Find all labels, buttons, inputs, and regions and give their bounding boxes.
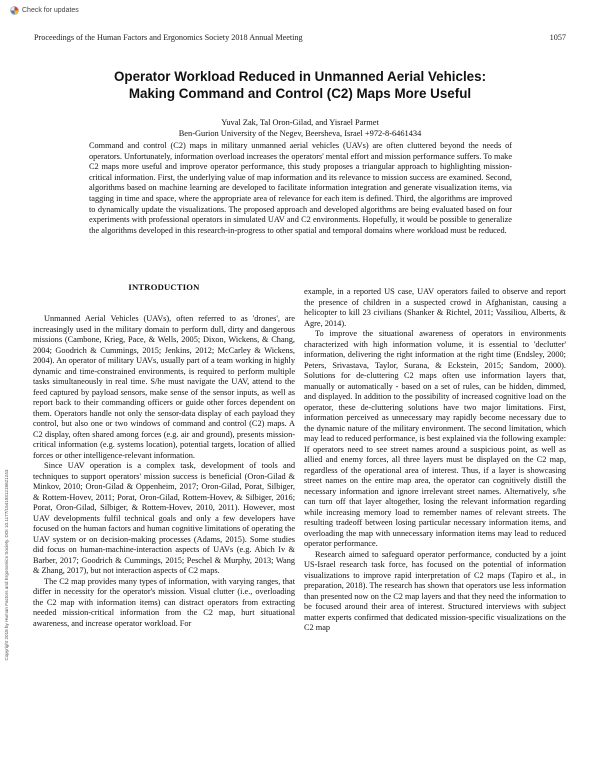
copyright-side-stamp xyxy=(4,400,12,730)
title-line-2: Making Command and Control (C2) Maps More Useful xyxy=(128,86,472,101)
author-names: Yuval Zak, Tal Oron-Gilad, and Yisrael Parmet xyxy=(221,118,379,127)
paper-title xyxy=(60,68,540,102)
paragraph: Unmanned Aerial Vehicles (UAVs), often referred to as 'drones', are increasingly used in the military domain to perform dull, dirty and dangerous missions (Cambone, Krieg, Pace, & Wells, 2005; Dixon, Wickens, & Chang, 2004; Goodrich & Cummings, 2015; Jenkins, 2012; McCarley & Wickens, 2004). An operator of military UAVs, usually part of a team working in highly dynamic and time-constrained environments, is required to perform multiple tasks simultaneously in real time. S/he must navigate the UAV, attend to the feed captured by payload sensors, make sense of the sensor inputs, as well as report back to their commanding officers or guide other forces dependent on them. Operators handle not only the sensor-data display of each payload they control, but also one or two windows of command and control (C2) maps. A C2 display, often shared among forces (e.g. air and ground), presents mission-critical information (e.g. systems location), potential targets, location of allied forces or other intelligence-relevant information. xyxy=(33,314,295,460)
copyright-text: Copyright 2018 by Human Factors and Ergonomics Society. DOI 10.1177/1541931218621243 xyxy=(4,469,9,661)
page-number: 1057 xyxy=(549,33,566,42)
paragraph: To improve the situational awareness of operators in environments characterized with high information volume, it is essential to 'declutter' information, delivering the right information at the right time (Endsley, 2000; Peters, Srivastava, Taylor, Surana, & Eckstein, 2015; Sandom, 2000). Solutions for de-cluttering C2 maps often use information layers that, manually or automatically - based on a set of rules, can be hidden, dimmed, and displayed. In addition to the possibility of increased cognitive load on the operator, these de-cluttering solutions have two major limitations. First, information perceived as unnecessary may rapidly become necessary due to the dynamic nature of the military environment. The second limitation, which may lead to reduced performance, is best explained via the following example: If operators need to see street names around a suspicious point, as well as allied and enemy forces, all three layers must be displayed on the C2 map, regardless of the operational area of interest. Thus, if a layer is showcasing street names on the entire map area, the operator can cognitively distill the necessary information and ignore irrelevant street names. Alternatively, s/he can turn off that layer altogether, losing the relevant information regarding while increasing memory load to remember names of relevant streets. The resulting tradeoff between losing particular necessary information items, and overloading the map with unnecessary information items may lead to reduced operator performance. xyxy=(304,329,566,548)
left-column xyxy=(33,282,295,629)
author-block xyxy=(60,117,540,139)
section-heading-introduction: INTRODUCTION xyxy=(128,282,200,292)
title-line-1: Operator Workload Reduced in Unmanned Aerial Vehicles: xyxy=(113,69,487,84)
abstract: Command and control (C2) maps in military unmanned aerial vehicles (UAVs) are often cluttered beyond the needs of operators. Unfortunately, information overload increases the operators' mental effort and mission performance suffers. To make C2 maps more useful and improve operator performance, this study proposes a triangular approach to highlighting mission-critical information. First, the underlying value of map information and its relevance to mission success are examined. Second, algorithms based on machine learning are developed to facilitate information integration and generate visualization items, via tagging in time and space, where the appropriate area of relevance for each item is defined. Third, the algorithms are improved to dynamically update the visualizations. The proposed approach and developed algorithms are being evaluated based on four experiments with professional operators in simulated UAV and C2 environments. Hopefully, it would be possible to generalize the algorithms developed in this research-in-progress to other spatial and temporal domains where workload must be reduced. xyxy=(89,141,512,235)
right-column xyxy=(304,287,566,634)
author-affiliation: Ben-Gurion University of the Negev, Beersheva, Israel +972-8-6461434 xyxy=(178,129,422,138)
running-head xyxy=(34,33,566,42)
paragraph: Since UAV operation is a complex task, development of tools and techniques to support operators' mission success is beneficial (Oron-Gilad & Minkov, 2010; Oron-Gilad & Oppenheim, 2017; Oron-Gilad, Porat, Silbiger, & Rottem-Hovev, 2011; Porat, Oron-Gilad, Rottem-Hovev, & Silbiger, 2016; Porat, Oron-Gilad, Silbiger, & Rottem-Hovev, 2010, 2011). However, most UAV developments fulfil technical goals and only a few developers have focused on the human factors and human cognitive limitations of operating the UAV system or on decision-making processes (Adams, 2015). Some studies did focus on human-machine-interaction aspects of UAVs (e.g. Abich Iv & Barber, 2017; Goodrich & Cummings, 2015; Peschel & Murphy, 2013; Wang & Zhang, 2017), but not interaction aspects of C2 maps. xyxy=(33,461,295,575)
crossmark-badge[interactable] xyxy=(10,6,79,15)
crossmark-label: Check for updates xyxy=(22,7,79,14)
paragraph: example, in a reported US case, UAV operators failed to observe and report the presence of children in a suspected crowd in Afghanistan, causing a helicopter to kill 23 civilians (Shanker & Richtel, 2011; Vassiliou, Alberts, & Agre, 2014). xyxy=(304,287,566,328)
running-head-journal: Proceedings of the Human Factors and Ergonomics Society 2018 Annual Meeting xyxy=(34,33,303,42)
crossmark-icon xyxy=(10,6,19,15)
paragraph: Research aimed to safeguard operator performance, conducted by a joint US-Israel research task force, has focused on the potential of information visualizations to improve rapid interpretation of C2 maps (Tapiro et al., in preparation, 2018). The research has shown that operators use less information than presented now on the C2 map layers and that they need the information to be focused around their area of interest. Structured interviews with subject matter experts confirmed that dedicated mission-specific visualizations on the C2 map xyxy=(304,549,566,632)
paragraph: The C2 map provides many types of information, with varying ranges, that differ in necessity for the operator's mission. Visual clutter (i.e., overloading the C2 map with information items) can distract operators from extracting needed mission-critical information from the C2 map, hurt situational awareness, and increase operator workload. For xyxy=(33,576,295,628)
